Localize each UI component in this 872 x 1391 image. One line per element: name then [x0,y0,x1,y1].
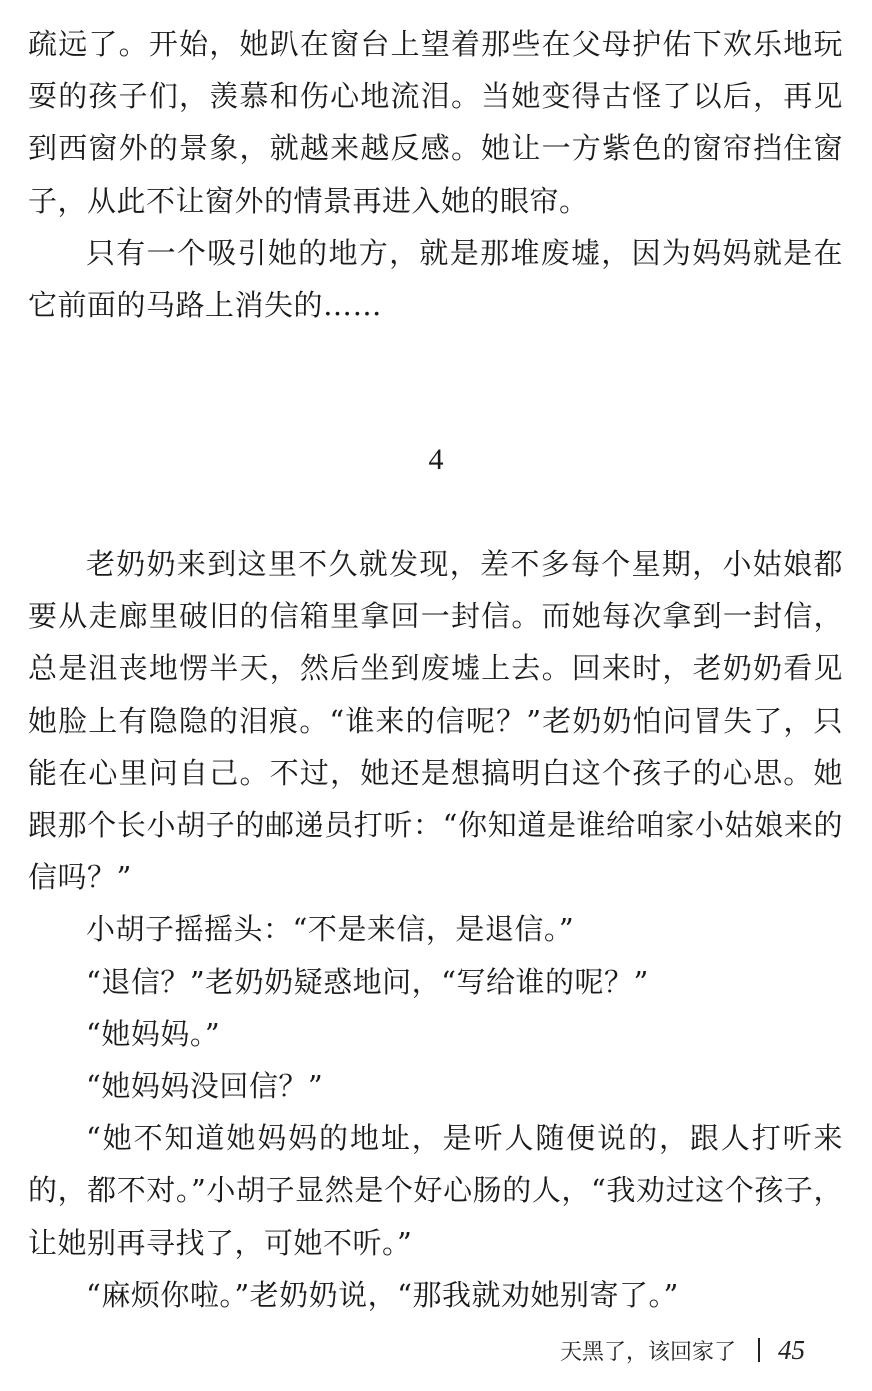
paragraph: “退信？”老奶奶疑惑地问，“写给谁的呢？” [86,964,649,999]
paragraph: “麻烦你啦。”老奶奶说，“那我就劝她别寄了。” [86,1277,679,1312]
chapter-text-block [28,538,843,1321]
paragraph: “她妈妈没回信？” [86,1069,324,1104]
page-footer [560,1328,805,1372]
page-number: 45 [778,1334,806,1365]
paragraph: 小胡子摇摇头：“不是来信，是退信。” [86,912,575,947]
running-title: 天黑了，该回家了 [560,1339,737,1365]
paragraph: 只有一个吸引她的地方，就是那堆废墟，因为妈妈就是在它前面的马路上消失的…… [28,235,843,323]
top-text-block [28,18,843,331]
chapter-number: 4 [428,443,444,476]
paragraph: “她不知道她妈妈的地址，是听人随便说的，跟人打听来的，都不对。”小胡子显然是个好心肠的人，“我劝过这个孩子，让她别再寻找了，可她不听。” [28,1121,843,1260]
footer-divider [758,1338,760,1362]
paragraph: “她妈妈。” [86,1016,221,1051]
paragraph: 疏远了。开始，她趴在窗台上望着那些在父母护佑下欢乐地玩耍的孩子们，羡慕和伤心地流泪。当她变得古怪了以后，再见到西窗外的景象，就越来越反感。她让一方紫色的窗帘挡住窗子，从此不让窗外的情景再进入她的眼帘。 [28,27,843,218]
paragraph: 老奶奶来到这里不久就发现，差不多每个星期，小姑娘都要从走廊里破旧的信箱里拿回一封信。而她每次拿到一封信，总是沮丧地愣半天，然后坐到废墟上去。回来时，老奶奶看见她脸上有隐隐的泪痕。“谁来的信呢？”老奶奶怕问冒失了，只能在心里问自己。不过，她还是想搞明白这个孩子的心思。她跟那个长小胡子的邮递员打听：“你知道是谁给咱家小姑娘来的信吗？” [28,547,843,895]
